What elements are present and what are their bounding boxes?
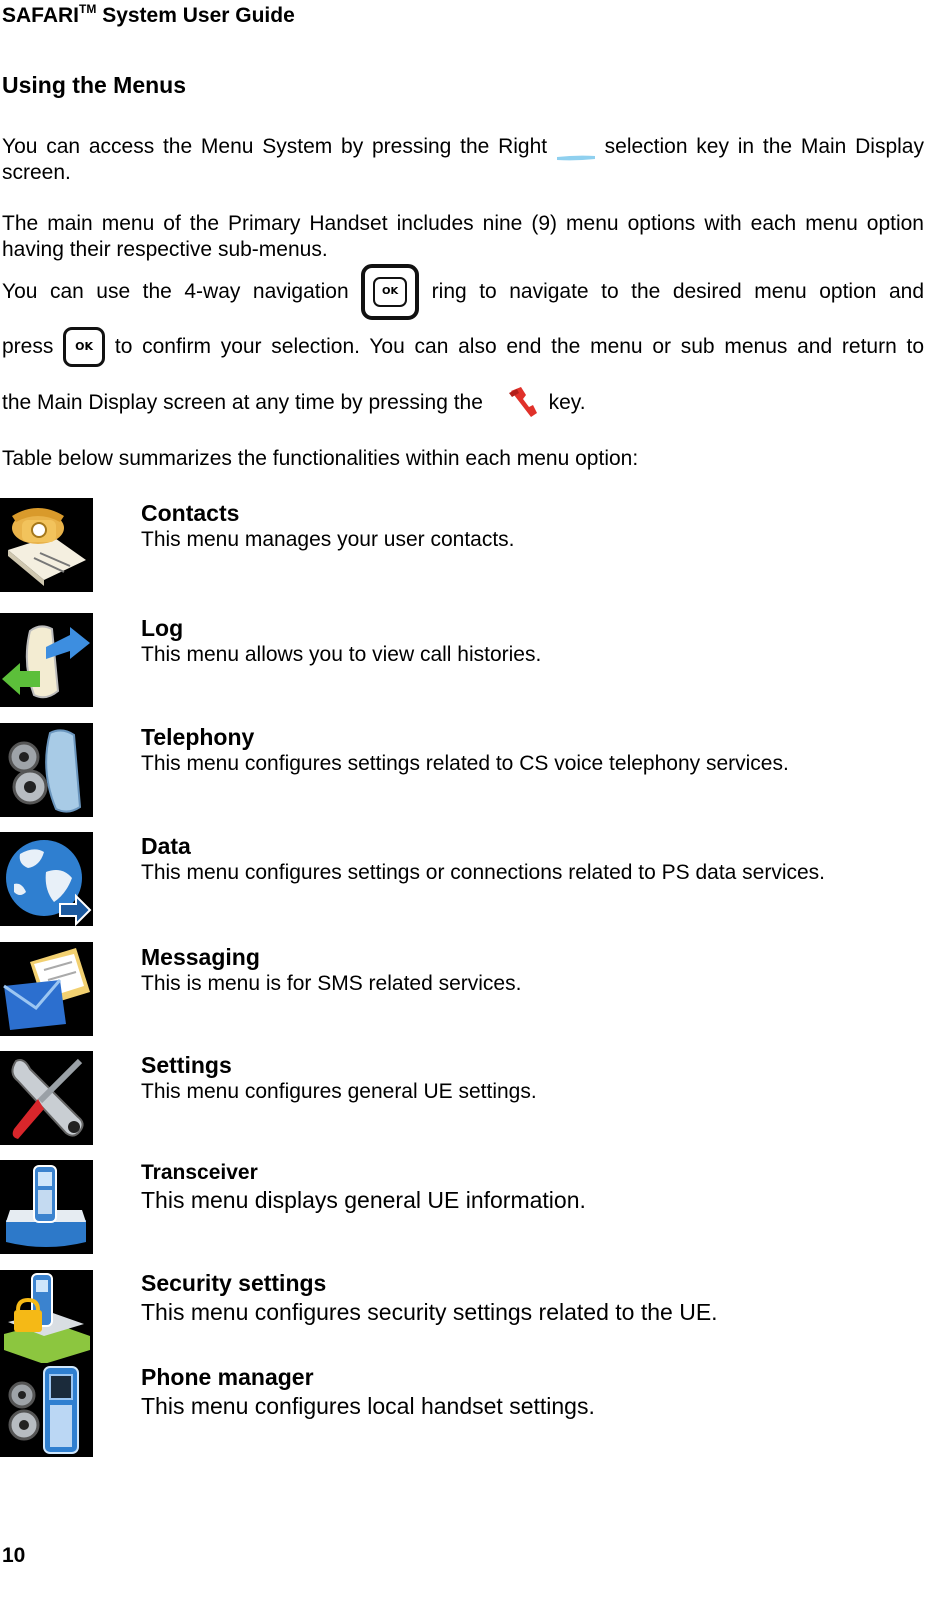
menu-title-security-settings: Security settings — [141, 1270, 327, 1296]
section-title: Using the Menus — [2, 72, 187, 98]
telephony-icon — [0, 723, 93, 817]
end-call-key-icon — [493, 383, 543, 423]
intro-text: You can use the 4-way navigation — [2, 280, 349, 303]
menu-title-contacts: Contacts — [141, 500, 240, 526]
ok-key-icon: OK — [63, 327, 105, 367]
intro-text: the Main Display screen at any time by pressing the — [2, 391, 483, 414]
menu-desc-transceiver: This menu displays general UE information. — [141, 1187, 586, 1213]
product-name: SAFARI — [2, 4, 80, 27]
security-settings-icon — [0, 1270, 93, 1364]
document-header — [2, 2, 295, 28]
intro-text: ring to navigate to the desired menu option and — [431, 280, 924, 303]
press-line — [2, 324, 924, 370]
menu-desc-messaging: This is menu is for SMS related services. — [141, 972, 522, 995]
intro-text: to confirm your selection. You can also end the menu or sub menus and return to — [114, 335, 925, 358]
navigation-ring-icon — [361, 264, 419, 320]
menu-desc-phone-manager: This menu configures local handset settings. — [141, 1393, 595, 1419]
menu-title-data: Data — [141, 833, 191, 859]
page-number: 10 — [2, 1544, 26, 1567]
menu-title-messaging: Messaging — [141, 944, 260, 970]
intro-text: key. — [548, 391, 586, 414]
intro-text: You can access the Menu System by pressing the Right — [2, 135, 548, 158]
contacts-icon — [0, 498, 93, 592]
menu-title-log: Log — [141, 615, 184, 641]
table-intro: Table below summarizes the functionalities within each menu option: — [2, 447, 639, 470]
intro-text: selection key in the Main Display screen. — [2, 135, 924, 184]
trademark-mark: TM — [79, 2, 97, 16]
ok-label: OK — [373, 277, 407, 307]
menu-title-phone-manager: Phone manager — [141, 1364, 314, 1390]
menu-desc-contacts: This menu manages your user contacts. — [141, 528, 515, 551]
menu-desc-data: This menu configures settings or connections related to PS data services. — [141, 861, 826, 884]
intro-paragraph-1 — [2, 134, 924, 186]
menu-title-transceiver: Transceiver — [141, 1161, 258, 1184]
transceiver-icon — [0, 1160, 93, 1254]
phone-manager-icon — [0, 1363, 93, 1457]
navigation-line — [2, 262, 924, 322]
data-globe-icon — [0, 832, 93, 926]
menu-desc-security-settings: This menu configures security settings related to the UE. — [141, 1299, 718, 1325]
menu-title-telephony: Telephony — [141, 724, 255, 750]
end-key-line — [2, 378, 586, 428]
intro-paragraph-2: The main menu of the Primary Handset includes nine (9) menu options with each menu option having their respective sub-menus. — [2, 212, 924, 261]
right-selection-key-icon — [556, 143, 596, 151]
menu-desc-log: This menu allows you to view call histories. — [141, 643, 542, 666]
call-log-icon — [0, 613, 93, 707]
messaging-icon — [0, 942, 93, 1036]
menu-desc-settings: This menu configures general UE settings. — [141, 1080, 537, 1103]
intro-text: press — [2, 335, 54, 358]
guide-title: System User Guide — [102, 4, 295, 27]
menu-title-settings: Settings — [141, 1052, 232, 1078]
menu-desc-telephony: This menu configures settings related to CS voice telephony services. — [141, 752, 789, 775]
settings-tools-icon — [0, 1051, 93, 1145]
